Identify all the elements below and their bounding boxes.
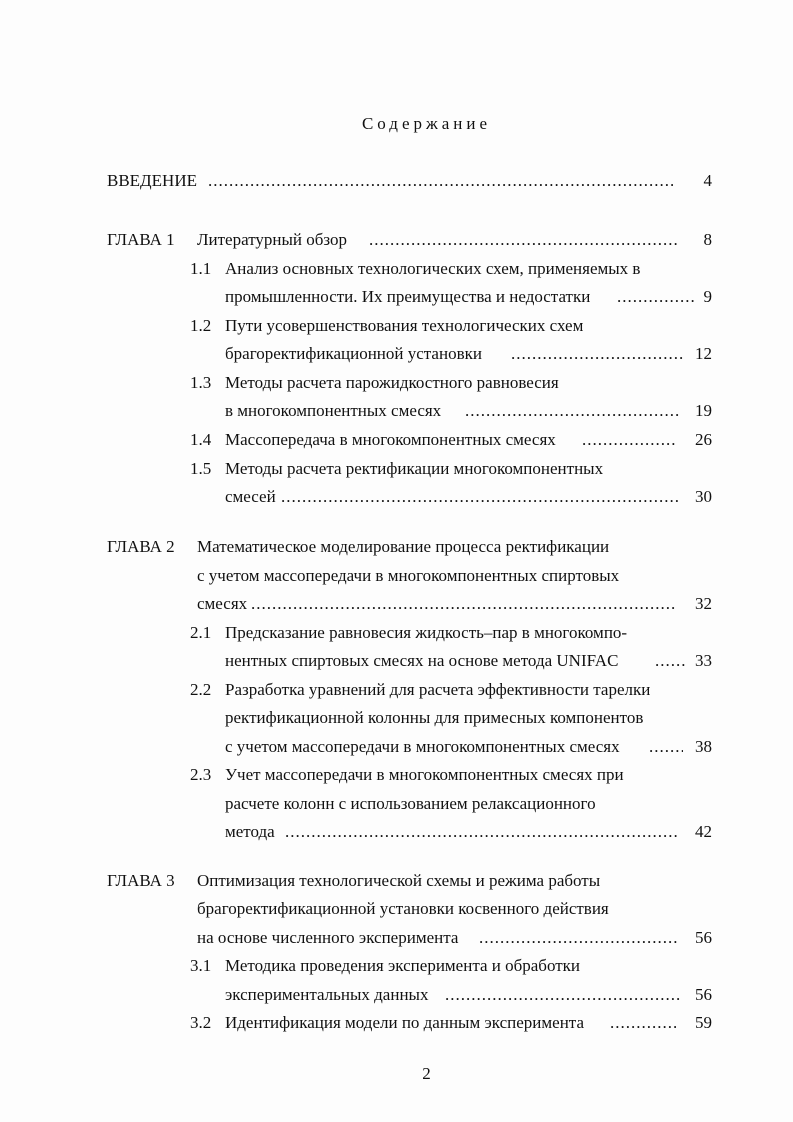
entry-text: экспериментальных данных [225,985,429,1004]
entry-text: ВВЕДЕНИЕ [107,171,197,190]
entry-page: 59 [695,1013,712,1032]
entry-text: метода [225,822,275,841]
entry-text: брагоректификационной установки косвенного действия [197,899,609,918]
entry-text: в многокомпонентных смесях [225,401,442,420]
chapter-label: ГЛАВА 3 [107,871,175,890]
section-number: 1.4 [190,430,212,449]
dot-leader [610,1012,676,1034]
section-number: 1.1 [190,259,212,278]
entry-text: Методы расчета парожидкостного равновесия [225,373,559,392]
entry-page: 26 [695,430,712,449]
entry-text: на основе численного эксперимента [197,928,459,947]
entry-page: 38 [695,737,712,756]
entry-text: Методы расчета ректификации многокомпонентных [225,459,604,478]
entry-page: 33 [695,651,712,670]
section-number: 3.2 [190,1013,212,1032]
section-number: 2.1 [190,623,212,642]
entry-page: 56 [695,985,712,1004]
entry-text: расчете колонн с использованием релаксационного [225,794,596,813]
dot-leader [511,343,683,365]
entry-page: 32 [695,594,712,613]
entry-page: 8 [703,230,712,249]
entry-text: с учетом массопередачи в многокомпонентных спиртовых [197,566,620,585]
dot-leader [479,927,677,949]
entry-text: ректификационной колонны для примесных компонентов [225,708,644,727]
toc-title: Содержание [361,114,492,133]
section-number: 1.3 [190,373,212,392]
dot-leader [582,429,676,451]
entry-page: 9 [703,287,712,306]
section-number: 1.5 [190,459,212,478]
section-number: 3.1 [190,956,212,975]
entry-page: 12 [695,344,712,363]
entry-text: Предсказание равновесия жидкость–пар в многокомпо- [225,623,628,642]
dot-leader [251,593,675,615]
entry-text: нентных спиртовых смесях на основе метода UNIFAC [225,651,619,670]
dot-leader [445,984,681,1006]
entry-text: Математическое моделирование процесса ректификации [197,537,610,556]
section-number: 2.2 [190,680,212,699]
section-number: 2.3 [190,765,212,784]
entry-text: Массопередача в многокомпонентных смесях [225,430,556,449]
entry-page: 19 [695,401,712,420]
entry-text: брагоректификационной установки [225,344,482,363]
entry-page: 56 [695,928,712,947]
entry-page: 30 [695,487,712,506]
chapter-label: ГЛАВА 2 [107,537,175,556]
entry-text: Литературный обзор [197,230,348,249]
dot-leader [369,229,677,251]
dot-leader [285,821,679,843]
entry-page: 42 [695,822,712,841]
entry-text: Оптимизация технологической схемы и режима работы [197,871,601,890]
chapter-label: ГЛАВА 1 [107,230,175,249]
entry-text: смесей [225,487,276,506]
page-number: 2 [422,1064,431,1083]
entry-text: Пути усовершенствования технологических схем [225,316,584,335]
dot-leader [465,400,679,422]
section-number: 1.2 [190,316,212,335]
entry-text: промышленности. Их преимущества и недостатки [225,287,591,306]
entry-text: Разработка уравнений для расчета эффективности тарелки [225,680,651,699]
entry-text: Идентификация модели по данным эксперимента [225,1013,584,1032]
dot-leader [281,486,679,508]
entry-text: с учетом массопередачи в многокомпонентных смесях [225,737,620,756]
entry-page: 4 [703,171,712,190]
entry-text: смесях [197,594,248,613]
entry-text: Анализ основных технологических схем, применяемых в [225,259,641,278]
entry-text: Учет массопередачи в многокомпонентных смесях при [225,765,624,784]
dot-leader [208,170,673,192]
entry-text: Методика проведения эксперимента и обработки [225,956,581,975]
